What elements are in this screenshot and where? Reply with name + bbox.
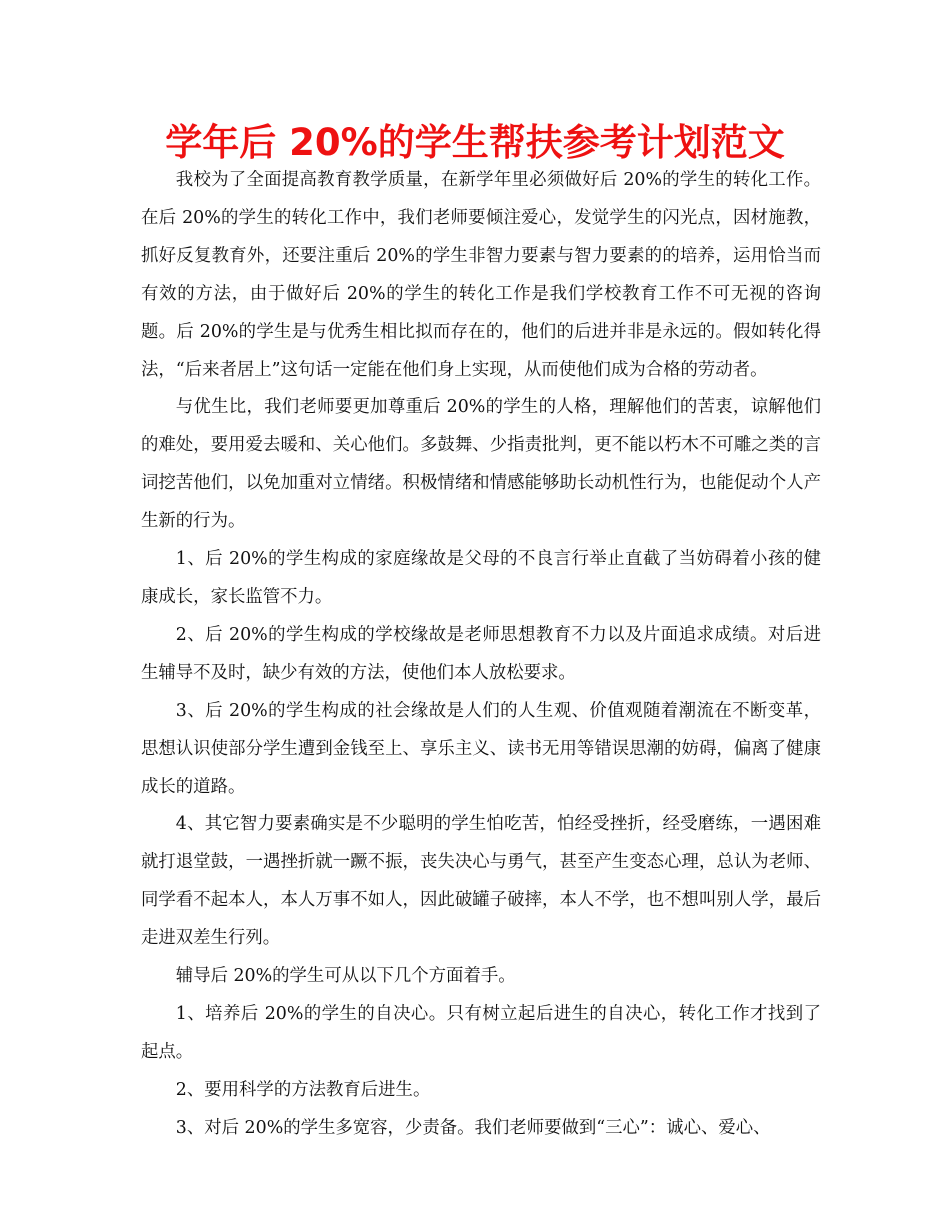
paragraph-intro: 我校为了全面提高教育教学质量，在新学年里必须做好后 20%的学生的转化工作。在后 20%的学生的转化工作中，我们老师要倾注爱心，发觉学生的闪光点，因材施教，抓好反复教育外，还要注重后 20%的学生非智力要素与智力要素的的培养，运用恰当而有效的方法，由于做好后 20%的学生的转化工作是我们学校教育工作不可无视的咨询题。后 20%的学生是与优秀生相比拟而存在的，他们的后进并非是永远的。假如转化得法，“后来者居上”这句话一定能在他们身上实现，从而使他们成为合格的劳动者。 [141,170,821,380]
paragraph-tolerance: 3、对后 20%的学生多宽容，少责备。我们老师要做到“三心”：诚心、爱心、 [175,1117,771,1138]
paragraph-guidance-intro: 辅导后 20%的学生可从以下几个方面着手。 [175,966,516,987]
document-body [141,162,821,1148]
document-title: 学年后 20%的学生帮扶参考计划范文 [165,121,785,164]
paragraph-school-cause: 2、后 20%的学生构成的学校缘故是老师思想教育不力以及片面追求成绩。对后进生辅导不及时，缺少有效的方法，使他们本人放松要求。 [141,624,821,683]
paragraph-family-cause: 1、后 20%的学生构成的家庭缘故是父母的不良言行举止直截了当妨碍着小孩的健康成长，家长监管不力。 [141,549,821,607]
paragraph-confidence: 1、培养后 20%的学生的自决心。只有树立起后进生的自决心，转化工作才找到了起点。 [141,1003,821,1062]
paragraph-respect: 与优生比，我们老师要更加尊重后 20%的学生的人格，理解他们的苦衷，谅解他们的难处，要用爱去暖和、关心他们。多鼓舞、少指责批判，更不能以朽木不可雕之类的言词挖苦他们，以免加重对立情绪。积极情绪和情感能够助长动机性行为，也能促动个人产生新的行为。 [141,397,821,532]
paragraph-scientific-method: 2、要用科学的方法教育后进生。 [175,1079,431,1100]
paragraph-social-cause: 3、后 20%的学生构成的社会缘故是人们的人生观、价值观随着潮流在不断变革，思想认识使部分学生遭到金钱至上、享乐主义、读书无用等错误思潮的妨碍，偏离了健康成长的道路。 [141,700,821,797]
paragraph-other-factors: 4、其它智力要素确实是不少聪明的学生怕吃苦，怕经受挫折，经受磨练，一遇困难就打退堂鼓，一遇挫折就一蹶不振，丧失决心与勇气，甚至产生变态心理，总认为老师、同学看不起本人，本人万事不如人，因此破罐子破摔，本人不学，也不想叫别人学，最后走进双差生行列。 [141,814,821,949]
